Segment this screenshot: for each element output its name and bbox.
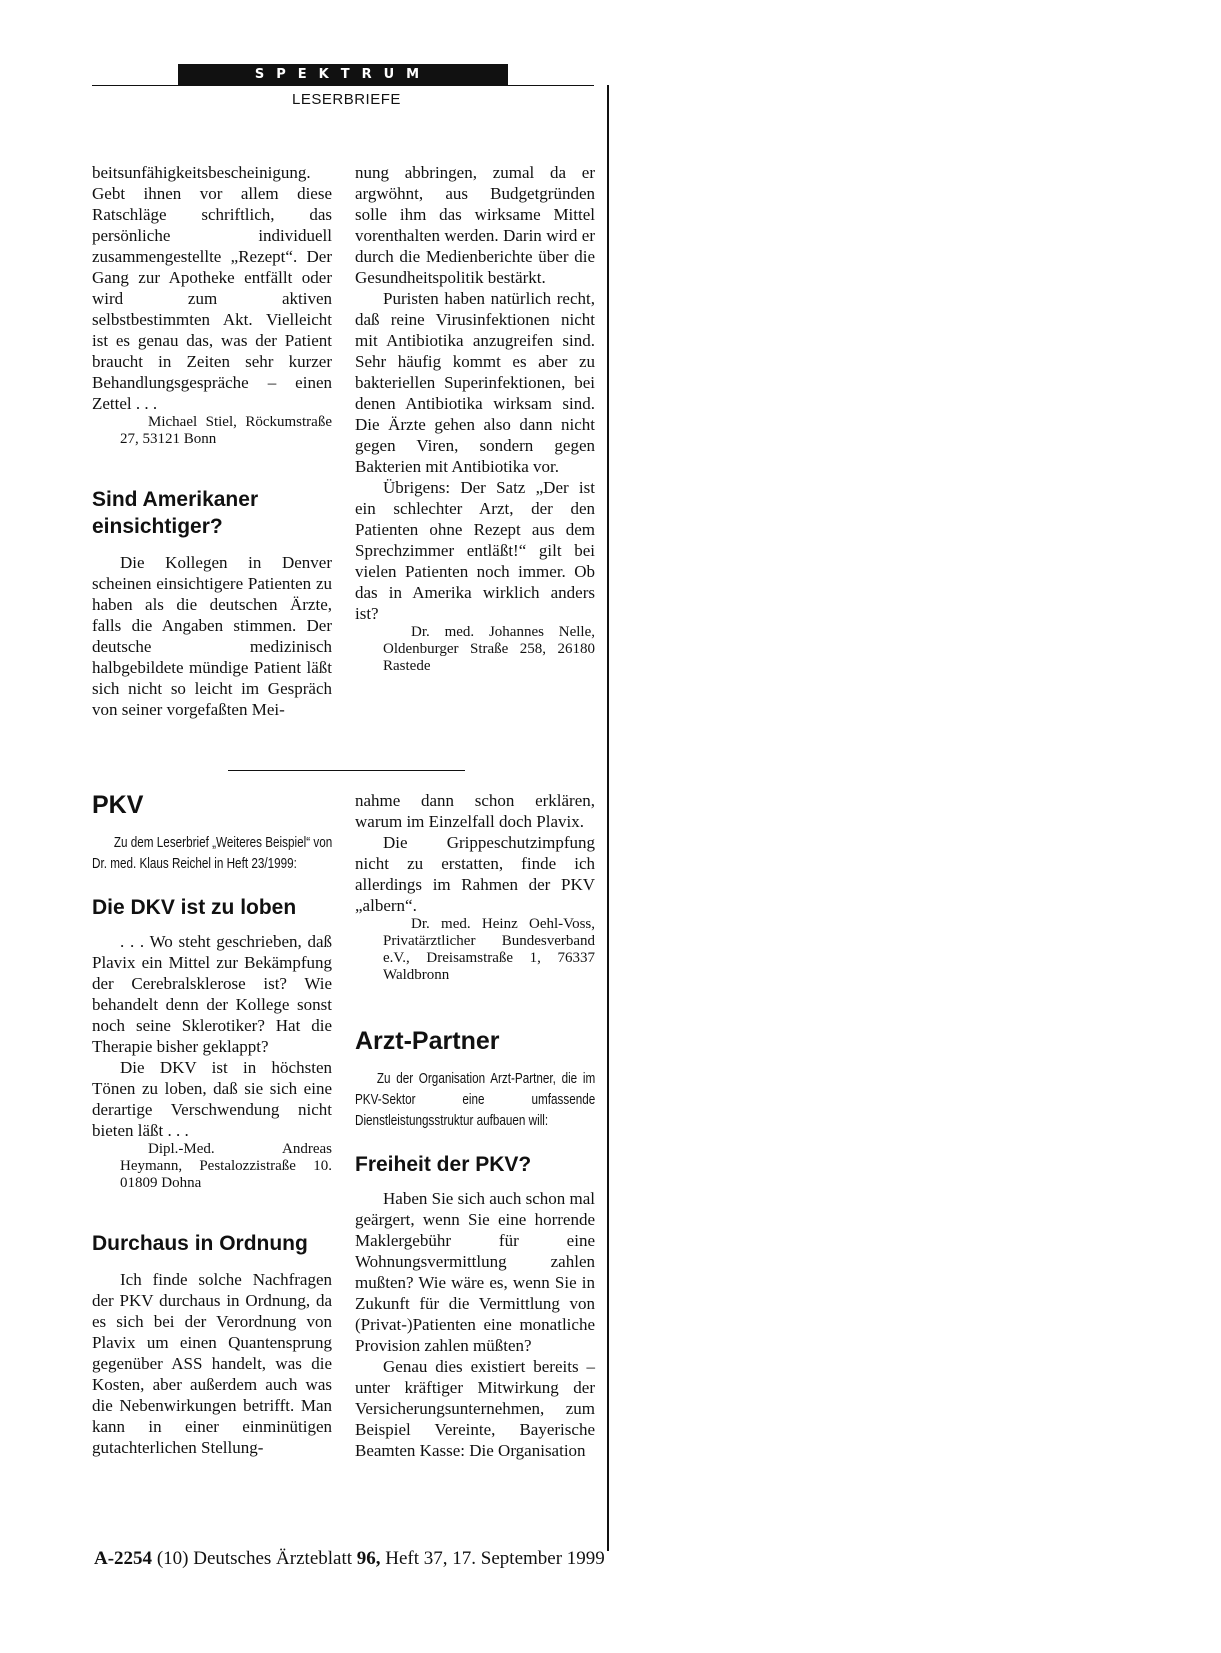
page-footer <box>94 1547 605 1571</box>
header-rule <box>92 85 594 86</box>
column-2-top <box>355 162 595 675</box>
letter-heading: Durchaus in Ordnung <box>92 1232 308 1255</box>
letter-heading: Freiheit der PKV? <box>355 1153 532 1176</box>
signature: Dr. med. Heinz Oehl-Voss, Privatärztlicher Bundesverband e.V., Dreisamstraße 1, 76337 Waldbronn <box>383 916 595 983</box>
signature: Dr. med. Johannes Nelle, Oldenburger Straße 258, 26180 Rastede <box>383 624 595 674</box>
body-paragraph: nung abbringen, zumal da er argwöhnt, aus Budgetgründen solle ihm das wirksame Mittel vorenthalten werden. Darin wird er durch die Medienberichte über die Gesundheitspolitik bestärkt. <box>355 163 595 287</box>
signature: Dipl.-Med. Andreas Heymann, Pestalozzistraße 10. 01809 Dohna <box>120 1141 332 1191</box>
journal-name: Deutsches Ärzteblatt <box>193 1548 353 1569</box>
body-paragraph: Die DKV ist in höchsten Tönen zu loben, daß sie sich eine derartige Verschwendung nicht bieten läßt . . . <box>92 1058 332 1140</box>
subsection-label: LESERBRIEFE <box>292 91 401 108</box>
body-paragraph: Puristen haben natürlich recht, daß reine Virusinfektionen nicht mit Antibiotika anzugreifen sind. Sehr häufig kommt es aber zu bakteriellen Superinfektionen, bei denen Antibiotika wirksam sind. Die Ärzte gehen also dann nicht gegen Viren, sondern gegen Bakterien mit Antibiotika vor. <box>355 289 595 476</box>
body-paragraph: Die Kollegen in Denver scheinen einsichtigere Patienten zu haben als die deutschen Ärzte, falls die Angaben stimmen. Der deutsche medizinisch halbgebildete mündige Patient läßt sich nicht so leicht im Gespräch von seiner vorgefaßten Mei- <box>92 553 332 719</box>
column-1-bottom <box>92 790 332 1458</box>
signature: Michael Stiel, Röckumstraße 27, 53121 Bonn <box>120 414 332 447</box>
column-rule <box>607 85 609 1551</box>
section-divider <box>228 770 465 771</box>
body-paragraph: . . . Wo steht geschrieben, daß Plavix ein Mittel zur Bekämpfung der Cerebralsklerose ist? Wie behandelt denn der Kollege sonst noch seine Sklerotiker? Hat die Therapie bisher geklappt? <box>92 932 332 1056</box>
journal-issue: Heft 37, 17. September 1999 <box>385 1548 605 1569</box>
body-paragraph: nahme dann schon erklären, warum im Einzelfall doch Plavix. <box>355 791 595 831</box>
body-paragraph: Haben Sie sich auch schon mal geärgert, wenn Sie eine horrende Maklergebühr für eine Wohnungsvermittlung zahlen mußten? Wie wäre es, wenn Sie in Zukunft für die Vermittlung von (Privat-)Patienten eine monatliche Provision zahlen müßten? <box>355 1189 595 1355</box>
body-paragraph: Genau dies existiert bereits – unter kräftiger Mitwirkung der Versicherungsunternehmen, zum Beispiel Vereinte, Bayerische Beamten Kasse: Die Organisation <box>355 1357 595 1460</box>
topic-title: PKV <box>92 791 144 819</box>
letter-heading: Die DKV ist zu loben <box>92 896 297 919</box>
letter-heading: Sind Amerikaner einsichtiger? <box>92 488 259 538</box>
column-2-bottom <box>355 790 595 1461</box>
topic-intro: Zu der Organisation Arzt-Partner, die im PKV-Sektor eine umfassende Dienstleistungsstruktur aufbauen will: <box>355 1070 596 1129</box>
body-paragraph: Die Grippeschutzimpfung nicht zu erstatten, finde ich allerdings im Rahmen der PKV „albern“. <box>355 833 595 915</box>
topic-intro: Zu dem Leserbrief „Weiteres Beispiel“ von Dr. med. Klaus Reichel in Heft 23/1999: <box>92 834 333 872</box>
body-paragraph: Übrigens: Der Satz „Der ist ein schlechter Arzt, der den Patienten ohne Rezept aus dem Sprechzimmer entläßt!“ gilt bei vielen Patienten noch immer. Ob das in Amerika wirklich anders ist? <box>355 478 595 623</box>
page-index: (10) <box>156 1548 189 1569</box>
page-number: A-2254 <box>94 1548 153 1569</box>
body-paragraph: Ich finde solche Nachfragen der PKV durchaus in Ordnung, da es sich bei der Verordnung von Plavix um einen Quantensprung gegenüber ASS handelt, was die Kosten, aber außerdem auch was die Nebenwirkungen betrifft. Man kann in einer einminütigen gutachterlichen Stellung- <box>92 1270 332 1457</box>
body-paragraph: beitsunfähigkeitsbescheinigung. Gebt ihnen vor allem diese Ratschläge schriftlich, das persönliche individuell zusammengestellte „Rezept“. Der Gang zur Apotheke entfällt oder wird zum aktiven selbstbestimmten Akt. Vielleicht ist es genau das, was der Patient braucht in Zeiten sehr kurzer Behandlungsgespräche – einen Zettel . . . <box>92 163 332 413</box>
column-1-top <box>92 162 332 720</box>
journal-volume: 96, <box>356 1548 381 1569</box>
topic-title: Arzt-Partner <box>355 1027 500 1055</box>
section-label: SPEKTRUM <box>178 64 508 85</box>
